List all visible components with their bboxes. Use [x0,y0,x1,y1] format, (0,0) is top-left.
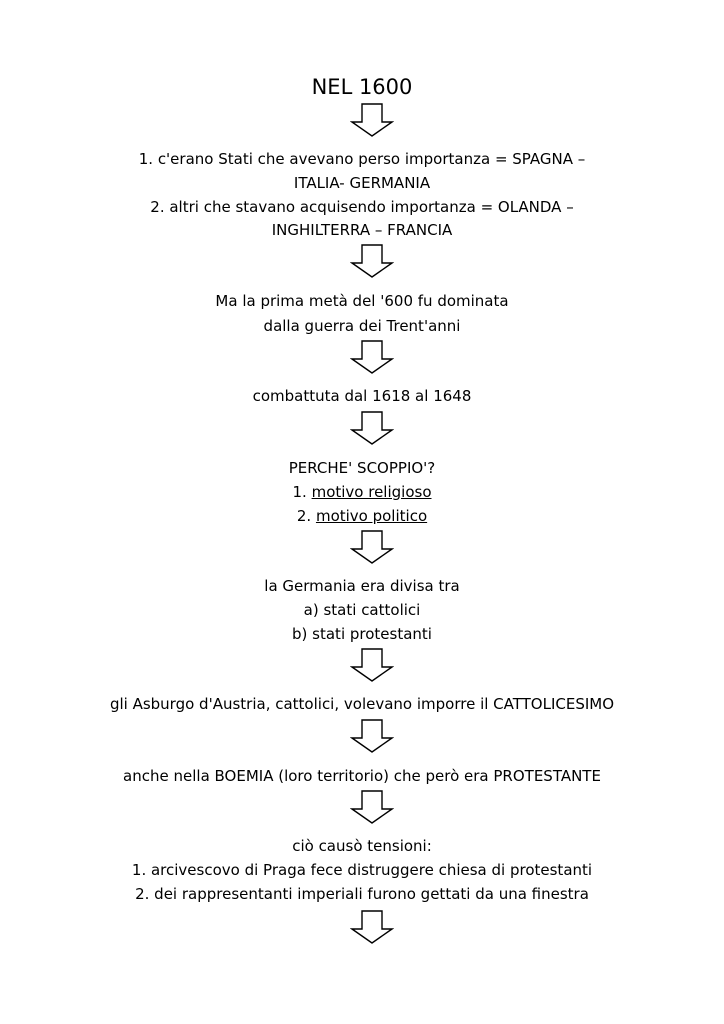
section7-line1: anche nella BOEMIA (loro territorio) che però era PROTESTANTE [123,767,601,785]
section3-line1: combattuta dal 1618 al 1648 [252,387,472,405]
section1-item1-line1: 1. c'erano Stati che avevano perso importanza = SPAGNA – [138,150,586,168]
section1-item2-line1: 2. altri che stavano acquisendo importanza = OLANDA – [150,198,574,216]
page-title: NEL 1600 [311,75,413,99]
section2-line1: Ma la prima metà del '600 fu dominata [215,292,509,310]
down-arrow-icon [350,910,394,944]
section8-line1: ciò causò tensioni: [292,837,432,855]
down-arrow-icon [350,648,394,682]
section4-item2-num: 2. [296,507,312,525]
section8-item2: 2. dei rappresentanti imperiali furono gettati da una finestra [135,885,589,903]
section4-item1-num: 1. [292,483,307,501]
section1-item2-line2: INGHILTERRA – FRANCIA [271,221,453,239]
section4-item2-text: motivo politico [315,507,428,525]
section2-line2: dalla guerra dei Trent'anni [263,317,461,335]
section4-question: PERCHE' SCOPPIO'? [288,459,436,477]
section4-item2 [0,506,724,526]
section5-line1: la Germania era divisa tra [264,577,460,595]
section5-line3: b) stati protestanti [292,625,432,643]
down-arrow-icon [350,244,394,278]
down-arrow-icon [350,340,394,374]
section6-line1: gli Asburgo d'Austria, cattolici, volevano imporre il CATTOLICESIMO [109,695,615,713]
section4-item1-text: motivo religioso [311,483,432,501]
down-arrow-icon [350,790,394,824]
down-arrow-icon [350,103,394,137]
down-arrow-icon [350,411,394,445]
section4-item1 [0,482,724,502]
section8-item1: 1. arcivescovo di Praga fece distruggere chiesa di protestanti [131,861,593,879]
down-arrow-icon [350,530,394,564]
section5-line2: a) stati cattolici [303,601,421,619]
section1-item1-line2: ITALIA- GERMANIA [293,174,431,192]
down-arrow-icon [350,719,394,753]
